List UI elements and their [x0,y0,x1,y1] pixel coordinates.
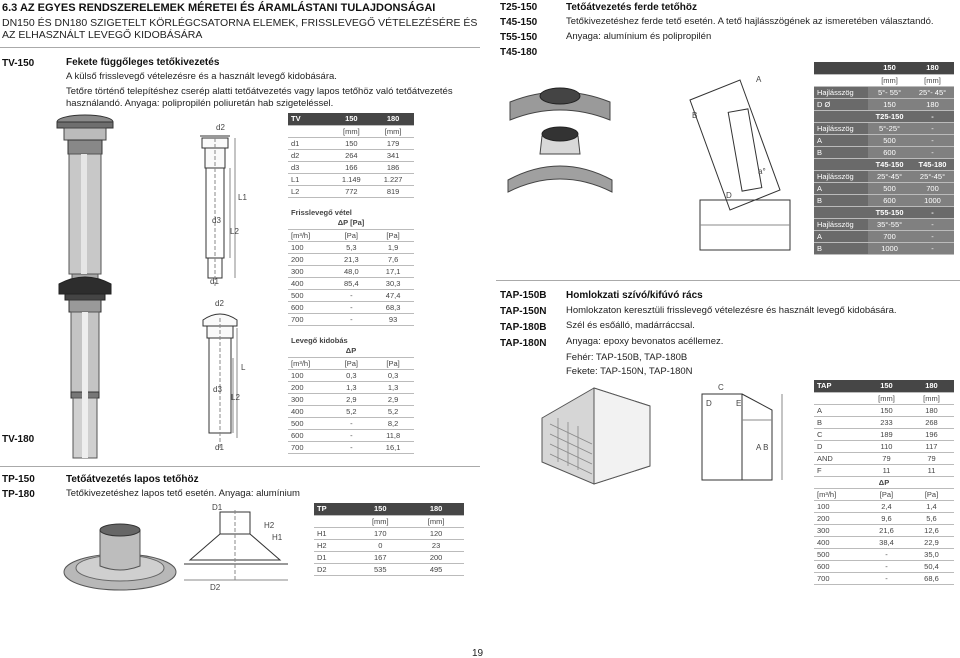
divider [0,466,480,467]
dim-H1: H1 [272,533,283,542]
table-row: Hajlásszög 5°-25° - [814,122,954,134]
table-row: A 500 - [814,134,954,146]
table-row: C 189 196 [814,428,954,440]
dim-L2-b: L2 [231,393,240,402]
table-row: L2 772 819 [288,185,414,197]
section-title: 6.3 AZ EGYES RENDSZERELEMEK MÉRETEI ÉS ÁRAMLÁSTANI TULAJDONSÁGAI [2,2,436,14]
tv-line1: A külső frisslevegő vételezésre és a használt levegő kidobására. [66,71,337,82]
table-row: A 700 - [814,230,954,242]
table-row: A 500 700 [814,182,954,194]
table-row: B 233 268 [814,416,954,428]
tp-table: TP 150 180 [mm] [mm] H1 170 120 H2 0 23 D1 167 200 D2 535 495 [314,503,464,576]
tap-codes: TAP-150B TAP-150N TAP-180B TAP-180N [500,290,547,349]
tv-line2: Tetőre történő telepítéshez cserép alatti tetőátvezetés vagy lapos tetőhöz való tetőátvezetés használandó. Anyaga: polipropilén poliuretán hab szigeteléssel. [66,86,453,109]
table-row: 100 2,4 1,4 [814,500,954,512]
tp-desc: Tetőkivezetéshez lapos tető esetén. Anyaga: alumínium [66,488,300,499]
tv-exhaust-label: Levegő kidobás [288,325,414,345]
table-row: 200 1,3 1,3 [288,381,414,393]
table-row: F 11 11 [814,464,954,476]
table-row: 600 - 68,3 [288,301,414,313]
dim-A: A [756,75,762,84]
tv-tech-drawing-150 [190,118,290,298]
table-row: 500 - 8,2 [288,417,414,429]
tv-tech-drawing-180 [195,298,285,458]
tv-code-150: TV-150 [2,58,35,69]
table-row: 400 5,2 5,2 [288,405,414,417]
dim-D: D [726,191,732,200]
table-row: d3 166 186 [288,161,414,173]
t-tech-drawing [680,70,810,260]
tap-line2: Szél és esőálló, madárráccsal. [566,320,695,331]
tv-table: TV 150 180 [mm] [mm] d1 150 179 d2 264 341 d3 166 186 L1 1.149 1.227 L2 772 819 Frisslevegő vétel ΔP [Pa] [m³/h] [Pa] [Pa] 100 5,3 1,9 200 21,3 7,6 300 48,0 17,1 400 85,4 30,3 500 - 47,4 600 - 68,3 700 - 93 Levegő kidobás ΔP [m³/h] [Pa] [Pa] 100 0,3 0,3 200 1,3 1,3 300 2,9 2,9 400 5,2 5,2 500 - 8,2 600 - 11,8 700 - 16,1 [288,113,414,454]
dim-H2: H2 [264,521,275,530]
dim-d3-b: d3 [213,385,222,394]
tap-white: Fehér: TAP-150B, TAP-180B [566,352,688,363]
tp-tech-drawing [180,502,300,592]
tap-table: TAP 150 180 [mm] [mm] A 150 180 B 233 268 C 189 196 D 110 117 AND 79 79 F 11 11 ΔP [m³/h] [Pa] [Pa] 100 2,4 1,4 200 9,6 5,6 300 21,6 12,6 400 38,4 22,9 500 - 35,0 600 - 50,4 700 - 68,6 [814,380,954,585]
dim-d1-b: d1 [215,443,224,452]
table-group-header: T25-150 - [814,110,954,122]
table-row: 400 38,4 22,9 [814,536,954,548]
table-row: B 600 - [814,146,954,158]
t-table: 150 180 [mm] [mm] Hajlásszög 5°- 55° 25°- 45° D Ø 150 180 T25-150 - Hajlásszög 5°-25° - A 500 - B 600 - T45-150 T45-180 Hajlásszög 25°-45° 25°-45° A 500 700 B 600 1000 T55-150 - Hajlásszög 35°-55° - A 700 - B 1000 - [814,62,954,255]
dim-D1: D1 [212,503,223,512]
tp-title: Tetőátvezetés lapos tetőhöz [66,474,199,485]
divider [496,280,960,281]
dim-d2-b: d2 [215,299,224,308]
t-line2: Anyaga: alumínium és polipropilén [566,31,712,42]
table-row: Hajlásszög 25°-45° 25°-45° [814,170,954,182]
dim-AB: A B [756,443,769,452]
table-group-header: T55-150 - [814,206,954,218]
dim-d3: d3 [212,216,221,225]
tp-code-180: TP-180 [2,489,35,500]
tv-fresh-label: Frisslevegő vétel [288,197,414,217]
table-row: 500 - 35,0 [814,548,954,560]
dim-E: E [736,399,742,408]
table-row: D2 535 495 [314,563,464,575]
table-row: Hajlásszög 5°- 55° 25°- 45° [814,86,954,98]
table-row: d2 264 341 [288,149,414,161]
dim-L2: L2 [230,227,239,236]
table-row: 100 5,3 1,9 [288,241,414,253]
table-row: 700 - 16,1 [288,441,414,453]
table-row: 600 - 11,8 [288,429,414,441]
tp-code-150: TP-150 [2,474,35,485]
t-line1: Tetőkivezetéshez ferde tető esetén. A tető hajlásszögének az ismeretében választandó. [566,16,934,27]
dim-C: C [718,383,724,392]
table-row: B 1000 - [814,242,954,254]
page-number: 19 [472,648,484,658]
dim-D2: D2 [210,583,221,592]
dim-B: B [692,111,698,120]
table-row: H2 0 23 [314,539,464,551]
table-group-header: T45-150 T45-180 [814,158,954,170]
section-subtitle: DN150 ÉS DN180 SZIGETELT KÖRLÉGCSATORNA ELEMEK, FRISSLEVEGŐ VÉTELEZÉSÉRE ÉS AZ ELHASZNÁLT LEVEGŐ KIDOBÁSÁRA [2,17,478,41]
table-row: 300 48,0 17,1 [288,265,414,277]
tap-line3: Anyaga: epoxy bevonatos acéllemez. [566,336,724,347]
table-row: 600 - 50,4 [814,560,954,572]
t-title: Tetőátvezetés ferde tetőhöz [566,2,697,13]
tp-flange-drawing [60,500,180,596]
table-row: H1 170 120 [314,527,464,539]
table-row: D 110 117 [814,440,954,452]
table-row: A 150 180 [814,404,954,416]
table-row: D Ø 150 180 [814,98,954,110]
tv-code-180: TV-180 [2,434,35,445]
tap-title: Homlokzati szívó/kifúvó rács [566,290,703,301]
t-codes: T25-150 T45-150 T55-150 T45-180 [500,2,538,58]
tv-short-pipe-drawing [55,272,115,462]
table-row: D1 167 200 [314,551,464,563]
table-row: 300 21,6 12,6 [814,524,954,536]
table-row: 100 0,3 0,3 [288,369,414,381]
divider [0,47,480,48]
table-row: 700 - 93 [288,313,414,325]
table-row: 700 - 68,6 [814,572,954,584]
dim-L: L [241,363,246,372]
table-row: Hajlásszög 35°-55° - [814,218,954,230]
table-row: AND 79 79 [814,452,954,464]
dim-d2: d2 [216,123,225,132]
table-row: B 600 1000 [814,194,954,206]
table-row: 300 2,9 2,9 [288,393,414,405]
table-row: 200 9,6 5,6 [814,512,954,524]
tap-tech-drawing [692,380,802,490]
tap-grille-drawing [530,378,660,488]
tap-black: Fekete: TAP-150N, TAP-180N [566,366,693,377]
table-row: 500 - 47,4 [288,289,414,301]
dim-L1: L1 [238,193,247,202]
t-roof-flashing-drawing [500,62,620,202]
table-row: 400 85,4 30,3 [288,277,414,289]
table-row: 200 21,3 7,6 [288,253,414,265]
table-row: L1 1.149 1.227 [288,173,414,185]
tap-line1: Homlokzaton keresztüli frisslevegő vételezésre és használt levegő kidobására. [566,305,897,316]
dim-d1: d1 [210,277,219,286]
dim-a: a° [758,167,766,176]
tv-title: Fekete függőleges tetőkivezetés [66,57,220,68]
table-row: d1 150 179 [288,137,414,149]
dim-tap-D: D [706,399,712,408]
